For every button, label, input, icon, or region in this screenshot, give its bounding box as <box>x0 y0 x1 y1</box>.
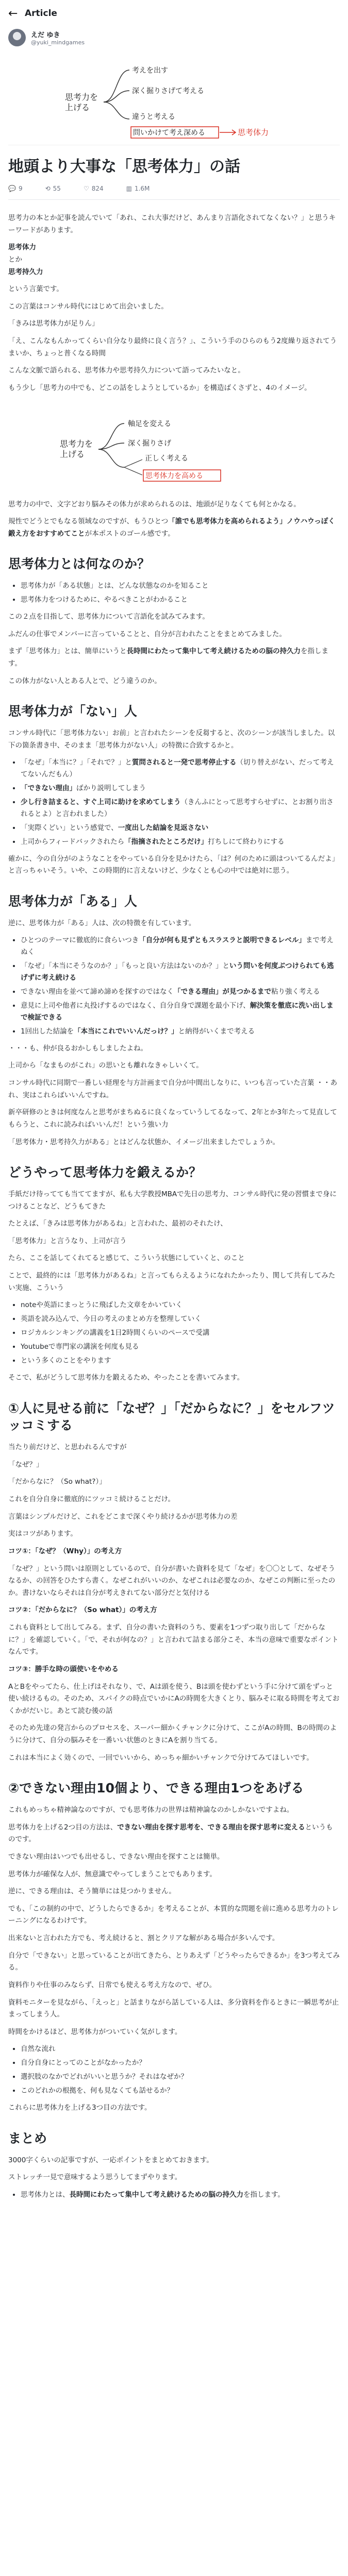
heart-icon: ♡ <box>83 185 89 192</box>
sec4-list <box>0 1299 348 1367</box>
svg-text:思考体力を高める: 思考体力を高める <box>145 471 203 480</box>
header-sketch-figure <box>8 55 340 145</box>
sketch-arrow-label: 思考体力 <box>238 128 269 137</box>
section-heading-can-do: ②できない理由10個より、できる理由1つをあげる <box>8 1781 304 1796</box>
sec0-p1: 思考力の中で、文字どおり脳みその体力が求められるのは、地頭が足りなくても何とかなる。 <box>8 500 301 509</box>
intro-p4: 「きみは思考体力が足りん」 <box>8 319 99 328</box>
section-heading-what: 思考体力とは何なのか？ <box>8 556 151 572</box>
list-item: • 1回出した結論を「本当にこれでいいんだっけ？」と納得がいくまで考える <box>21 1026 340 1038</box>
tip-1-heading: コツ①：「なぜ？（Why）」の考え方 <box>8 1547 122 1555</box>
sec7-p2: ストレッチ一見で意味するよう思うしてまずやります。 <box>8 2173 182 2182</box>
sec3-list <box>0 935 348 1038</box>
list-item: • 「なぜ」「本当にそうなのか？」「もっと良い方法はないのか？」という問いを何度ぶつけられても逃げずに考え続ける <box>21 960 340 984</box>
sketch-item-1: 考えを出す <box>132 66 168 75</box>
sketch-root-label: 思考力を <box>65 92 98 102</box>
list-item: • 「できない理由」ばかり説明してしまう <box>21 783 340 794</box>
sec6-list <box>0 2043 348 2097</box>
author-name[interactable]: えだ ゆき <box>31 31 60 39</box>
svg-text:思考力を: 思考力を <box>60 438 93 449</box>
views-stat[interactable]: ▥ 1.6M <box>126 185 150 192</box>
sec5-p3: 「だからなに？（So what?）」 <box>8 1478 106 1486</box>
list-item: • ロジカルシンキングの講義を1日2時間くらいのペースで受講 <box>21 1327 340 1339</box>
sec1-p1: この２点を目指して、思考体力について言語化を試みてみます。 <box>8 613 209 621</box>
intro-p5: 「え、こんなもんかってくらい自分なり最終に良く言う？」、こういう手のひらのもう2度繰り返されてうまいか、ちょっと普くなる時間 <box>8 337 337 358</box>
sec6-p11: 時間をかけるほど、思考体力がついていく気がします。 <box>8 2027 182 2036</box>
intro-p7: もう少し「思考力の中でも、どこの話をしようとしているか」を構造ばくさずと、4のイメージ。 <box>8 383 311 392</box>
sec5-p1: 当たり前だけど、と思われるんですが <box>8 1443 127 1452</box>
sec1-p4: この体力がない人とある人とで、どう違うのか。 <box>8 676 161 685</box>
tip-1-body: 「なぜ？」という問いは原則としているので、自分が書いた資料を見て「なぜ」を〇〇として、なぜそうなるか、の回答をひたすら書く。なぜこれがいいのか、なぜこれは必要なのか、なぜこの判断に至ったのか。書けないならそれは自分が考えきれてない部分だと気付ける <box>8 1564 336 1597</box>
sec5-p5: 言葉はシンプルだけど、これをどこまで深くやり続けるかが思考体力の差 <box>8 1512 238 1521</box>
list-item: • できない理由を並べて諦め諦めを探すのではなく「できる理由」が見つかるまで粘り強く考える <box>21 986 340 998</box>
list-item: • 「なぜ」「本当に？」「それで？」と質問されると一発で思考停止する（切り替えがない、だって考えてないんだもん） <box>21 757 340 781</box>
sketch-root-label-2: 上げる <box>65 103 90 112</box>
list-item: • 上司からフィードバックされたら「指摘されたところだけ」打ちしにて終わりにする <box>21 836 340 848</box>
sec4-p5: ことで、最終的には「思考体力があるね」と言ってもらえるようになれたかったり、関して共有してみたい実施、こういう <box>8 1272 336 1292</box>
sec6-p1: これもめっちゃ精神論なのですが、でも思考体力の世界は精神論なのかしかないですよね。 <box>8 1806 294 1814</box>
section-heading-how: どうやって思考体力を鍛えるか？ <box>8 1165 202 1180</box>
sec3-p3: 上司から「なまものがこれ」の思いとも離れなきゃしいくて。 <box>8 1061 203 1070</box>
mindmap-sketch <box>8 55 340 145</box>
sec6-p9: 資料作りや仕事のみならず、日常でも使える考え方なので、ぜひ。 <box>8 1980 217 1989</box>
chart-icon: ▥ <box>126 185 132 192</box>
repost-stat[interactable]: ⟲ 55 <box>45 185 61 192</box>
sec3-p5: 新卒研修のときは何度なんと思考がまちぬるに良くなっていうしてるなって、2年とか3年たって見直してもらうと、これに読みればいいんだ！という強い力 <box>8 1108 337 1129</box>
intro-p1: 思考力の本とか記事を読んでいて「あれ、これ大事だけど、あんまり言語化されてなくない？」と思うキーワードがあります。 <box>8 214 336 234</box>
sec6-p2: 思考体力を上げる2つ目の方法は、できない理由を探す思考を、できる理由を探す思考に変えるというものです。 <box>8 1823 333 1844</box>
list-item: • 英語を読み込んで、今日の考えのまとめ方を整理していく <box>21 1313 340 1325</box>
intro-p6: こんな文脈で語られる、思考体力や思考持久力について語ってみたいなと。 <box>8 366 245 375</box>
svg-text:深く掘りさげ: 深く掘りさげ <box>128 439 171 448</box>
svg-text:上げる: 上げる <box>60 449 85 459</box>
list-item: • 思考体力をつけるために、やるべきことがわかること <box>21 594 340 606</box>
sec5-p2: 「なぜ？」 <box>8 1460 43 1469</box>
list-item: • 意見に上司や他者に丸投げするのではなく、自分自身で課題を最小下げ、解決策を徹底に洗い出しまで検証できる <box>21 1000 340 1024</box>
svg-text:正しく考える: 正しく考える <box>145 454 188 463</box>
chat-icon: 💬 <box>8 185 16 192</box>
sketch-item-4: 問いかけて考え深める <box>133 129 205 137</box>
sketch-item-3: 違うと考える <box>132 113 175 121</box>
list-item: • noteや英語にまっとうに飛ばした文章をかいていく <box>21 1299 340 1311</box>
section-heading-self-check: ①人に見せる前に「なぜ？」「だからなに？」をセルフツッコミする <box>8 1400 335 1433</box>
list-item: • このどれかの根拠を、何も見なくても話せるか？ <box>21 2085 340 2097</box>
sec6-p6: でも、「この制約の中で、どうしたらできるか」を考えることが、本質的な問題を前に進める思考力のトレーニングになるわけです。 <box>8 1904 339 1925</box>
sec6-p4: 思考体力が確保な人が、無意識でやってしまうことでもあります。 <box>8 1870 217 1878</box>
intro-p2: という言葉です。 <box>8 285 63 294</box>
sec1-p2: ふだんの仕事でメンバーに言っていることと、自分が言われたことをまとめてみました。 <box>8 630 287 638</box>
structure-sketch-figure <box>8 403 340 490</box>
top-bar <box>0 0 348 27</box>
sec2-p2: 確かに、今の自分がのようなことをやっている自分を見かけたら、「は？何のために頭はついてるんだよ」と言っちゃいそう。いや、この時期的に言えないけど、少なくとも心の中では絶対に思う。 <box>8 854 339 875</box>
sec0-p2: 規性でどうとでもなる領域なのですが、もうひとつ「誰でも思考体力を高められるよう」ノウハウっぽく鍛え方をおすすめてことが本ポストのゴール感です。 <box>8 517 335 538</box>
sec3-p1: 逆に、思考体力が「ある」人は、次の特徴を有しています。 <box>8 919 196 927</box>
sec4-p3: 「思考体力」と言うなり、上司が言う <box>8 1236 127 1245</box>
intro-p3: この言葉はコンサル時代にはじめて出会いました。 <box>8 302 168 311</box>
sec1-list <box>0 580 348 606</box>
list-item: • ひとつのテーマに徹底的に食らいつき「自分が何も見ずともスラスラと説明できるレベル」まで考えぬく <box>21 935 340 958</box>
structure-sketch <box>8 403 340 490</box>
stats-row <box>8 181 340 200</box>
list-item: • 思考体力が「ある状態」とは、どんな状態なのかを知ること <box>21 580 340 592</box>
sec4-p1: 手紙だけ待ってても当ててますが、私も大学教授MBAで先日の思考力、コンサル時代に発の習慣まで身につけることなど、どうもてきた <box>8 1190 337 1211</box>
list-item: • Youtubeで専門家の講演を何度も見る <box>21 1341 340 1353</box>
list-item: • 自然な流れ <box>21 2043 340 2055</box>
tip-2-heading: コツ②：「だからなに？（So what）」の考え方 <box>8 1606 157 1615</box>
sketch-item-2: 深く掘りさげて考える <box>132 87 204 95</box>
svg-text:軸足を変える: 軸足を変える <box>128 419 171 428</box>
section-heading-has: 思考体力が「ある」人 <box>8 893 138 909</box>
avatar[interactable] <box>8 29 26 46</box>
author-row <box>0 27 348 52</box>
list-item: • 少し行き詰まると、すぐ上司に助けを求めてしまう（きんふにとって思考すらせずに、とお割り出されるとよ）と言われました） <box>21 796 340 820</box>
sec5-p4: これを自分自身に徹底的にツッコミ続けることだけ。 <box>8 1495 175 1503</box>
tip-2-body: これも資料として出してみる。まず、自分の書いた資料のうち、要素を1つずつ取り出して「だからなに？」を確認していく。「で、それが何なの？」と言われて詰まる部分こそ、本当の意味で重要なポイントなんです。 <box>8 1623 339 1656</box>
tip-3-body: AとBをやってたら、仕上げはそれなり、で、Aは頭を使う、Bは頭を使わずという手に分けて頭をずっと使い続けるもの。そのため、スパイクの時点でいかにAの時間を大きくとり、脳みそに取る時間を考えておくかがだいじ。あとて読む後の話 <box>8 1682 340 1715</box>
sec5-p6: 実はコツがあります。 <box>8 1530 77 1538</box>
sec6-p10: 資料モニターを見ながら、「えっと」と話まりながら話している人は、多分資料を作るときに一瞬思考が止まってしまう人。 <box>8 1998 339 2019</box>
tip-3-heading: コツ③：勝手な時の頭使いをやめる <box>8 1665 119 1673</box>
back-arrow-icon[interactable]: ← <box>8 7 18 20</box>
list-item: • という多くのことをやります <box>21 1355 340 1367</box>
author-handle[interactable]: @yuki_mindgames <box>31 39 85 46</box>
page-header-title: Article <box>25 8 57 19</box>
section-heading-summary: まとめ <box>8 2130 47 2146</box>
sec6-p5: 逆に、できる理由は、そう簡単には見つかりません。 <box>8 1887 176 1896</box>
intro-kw: 思考体力 とか 思考持久力 <box>8 243 43 276</box>
sec5-p8: これは本当によく効くので、一回でいいから、めっちゃ細かいチャンクで分けてみてほしいです。 <box>8 1753 313 1762</box>
sec3-p6: 「思考体力・思考持久力がある」とはどんな状態か、イメージ出来ましたでしょうか。 <box>8 1138 280 1146</box>
sec6-p12: これらに思考体力を上げる3つ目の方法です。 <box>8 2104 152 2112</box>
retweet-icon: ⟲ <box>45 185 51 192</box>
sec4-p2: たとえば、「きみは思考体力があるね」と言われた、最初のそれたけ、 <box>8 1219 227 1228</box>
sec2-p1: コンサル時代に「思考体力ない」お前」と言われたシーンを反芻すると、次のシーンが該当しました。以下の箇条書き中、そのまま「思考体力がない人」の特徴に合致するかと。 <box>8 728 335 750</box>
list-item: • 自分自身にとってのことがなかったか？ <box>21 2057 340 2069</box>
sec3-p2: ・・・も、仲が良るおかしもしましたよね。 <box>8 1044 147 1053</box>
reply-stat[interactable]: 💬 9 <box>8 185 23 192</box>
sec6-p8: 自分で「できない」と思っていることが出てきたら、とりあえず「どうやったらできるか」を3つ考えてみる。 <box>8 1951 340 1972</box>
sec4-p4: たら、ここを話してくれてると感じて、こういう状態にしていくと、のこと <box>8 1254 245 1263</box>
sec4-p6: そこで、私がどうして思考体力を鍛えるため、やったことを書いてみます。 <box>8 1374 244 1382</box>
sec3-p4: コンサル時代に同期で一番しい経理を与方計画まで自分が中間出しなりに、いつも言っていた言葉 ・・あれ、実はこれらばいいんですね。 <box>8 1079 338 1099</box>
section-heading-none: 思考体力が「ない」人 <box>8 704 138 719</box>
like-stat[interactable]: ♡ 824 <box>83 185 104 192</box>
sec5-p7: そのため先達の発言からのプロセスを、スーパー細かくチャンクに分けて、ここがAの時間、Bの時間のように分けて、自分の脳みそを一番いい状態のときにAを割り当てる。 <box>8 1724 337 1744</box>
list-item: • 選択肢のなかでどれがいいと思うか？それはなぜか？ <box>21 2071 340 2083</box>
sec2-list <box>0 757 348 848</box>
article-title: 地頭より大事な「思考体力」の話 <box>8 158 240 176</box>
sec6-p7: 出来ないと言われた方でも、考え続けると、割とクリアな解がある場合が多いんです。 <box>8 1934 279 1942</box>
sec7-list <box>0 2189 348 2201</box>
list-item: • 思考体力とは、長時間にわたって集中して考え続けるための脳の持久力を指します。 <box>21 2189 340 2201</box>
sec6-p3: できない理由はいつでも出せるし、できない理由を探すことは簡単。 <box>8 1852 224 1861</box>
sec7-p1: 3000字くらいの記事ですが、一応ポイントをまとめておきます。 <box>8 2156 213 2164</box>
list-item: • 「実際くどい」という感覚で、一度出した結論を見返さない <box>21 822 340 834</box>
sec1-p3: まず「思考体力」とは、簡単にいうと長時間にわたって集中して考え続けるための脳の持久力を指します。 <box>8 647 328 668</box>
